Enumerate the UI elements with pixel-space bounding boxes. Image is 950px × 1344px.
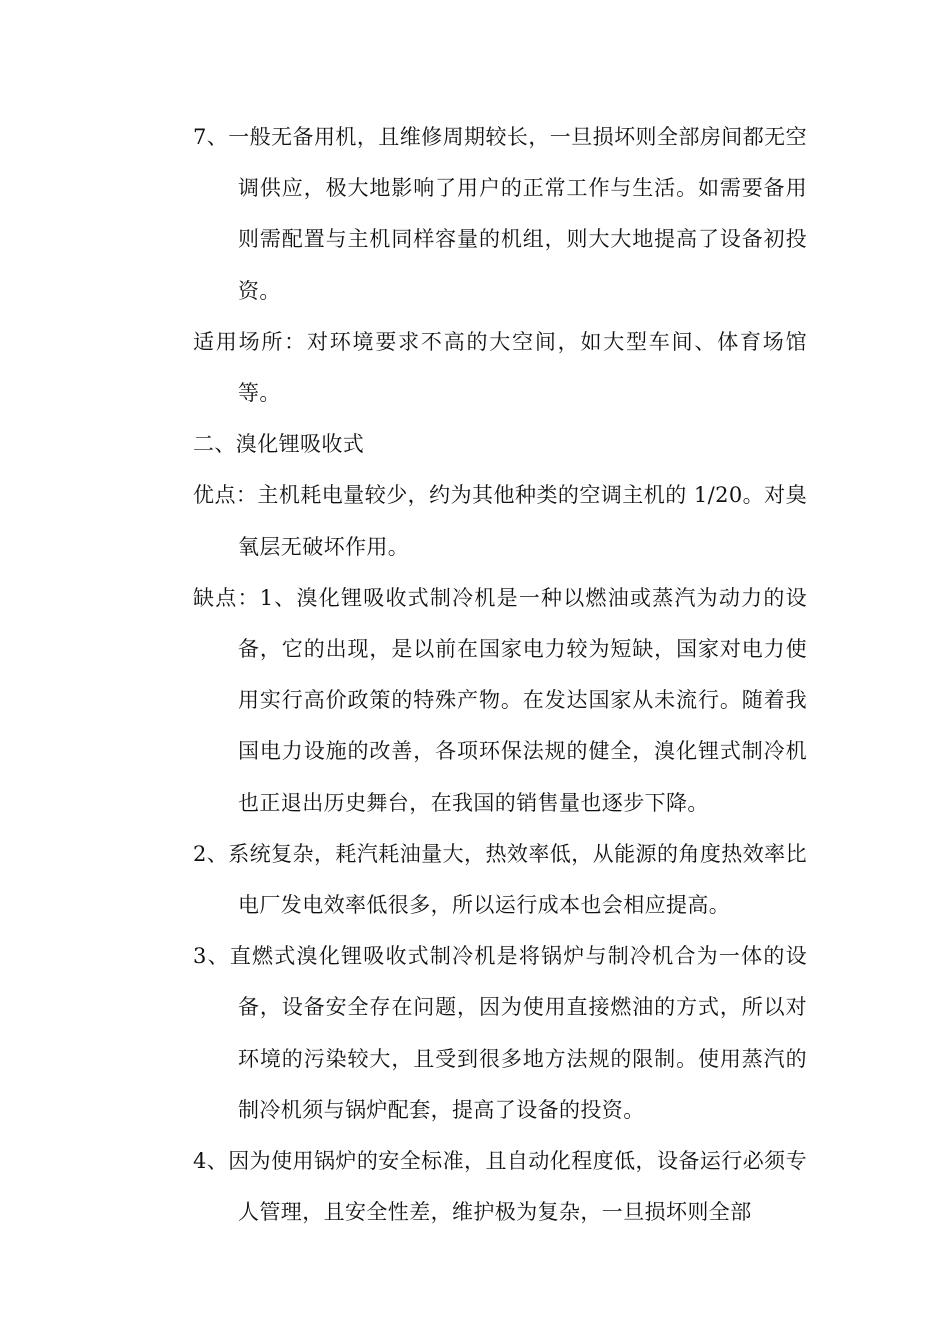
- paragraph-advantages: 优点：主机耗电量较少，约为其他种类的空调主机的 1/20。对臭氧层无破坏作用。: [193, 483, 807, 559]
- paragraph-disadvantages-4: 4、因为使用锅炉的安全标准，且自动化程度低，设备运行必须专人管理，且安全性差，维护极为复杂，一旦损坏则全部: [193, 1149, 807, 1225]
- paragraph-disadvantages-1: 缺点：1、溴化锂吸收式制冷机是一种以燃油或蒸汽为动力的设备，它的出现，是以前在国家电力较为短缺，国家对电力使用实行高价政策的特殊产物。在发达国家从未流行。随着我国电力设施的改善，各项环保法规的健全，溴化锂式制冷机也正退出历史舞台，在我国的销售量也逐步下降。: [193, 585, 807, 815]
- paragraph-disadvantages-2: 2、系统复杂，耗汽耗油量大，热效率低，从能源的角度热效率比电厂发电效率低很多，所以运行成本也会相应提高。: [193, 841, 807, 918]
- paragraph-item-7-no-backup: 7、一般无备用机，且维修周期较长，一旦损坏则全部房间都无空调供应，极大地影响了用户的正常工作与生活。如需要备用则需配置与主机同样容量的机组，则大大地提高了设备初投资。: [193, 125, 807, 303]
- paragraph-disadvantages-3: 3、直燃式溴化锂吸收式制冷机是将锅炉与制冷机合为一体的设备，设备安全存在问题，因为使用直接燃油的方式，所以对环境的污染较大，且受到很多地方法规的限制。使用蒸汽的制冷机须与锅炉配套，提高了设备的投资。: [193, 944, 807, 1122]
- paragraph-applicable-places: 适用场所：对环境要求不高的大空间，如大型车间、体育场馆等。: [193, 329, 807, 406]
- section-heading-libr-absorption: 二、溴化锂吸收式: [193, 432, 365, 457]
- document-body: [193, 112, 807, 1238]
